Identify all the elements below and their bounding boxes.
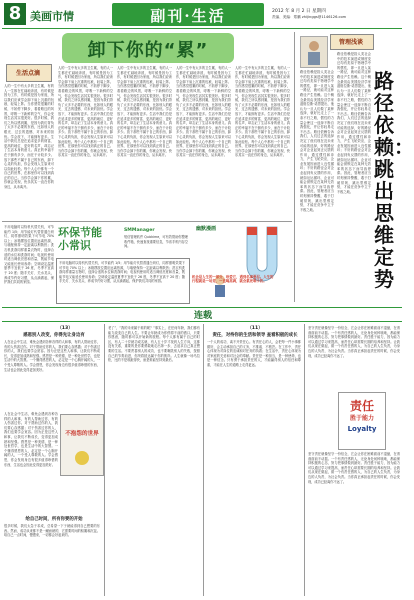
sms-title: SMManager [124,228,155,233]
article-body-col2: 人的一生中有太多的卫生累，有的人一生都在忙碌地奔波，有时候是因为工作，有时候是因为家庭，所以我们应该学会卸下肩上沉重的包袱，轻装上阵。当你感觉很累的时候，不妨停下脚步，看看路边的风景，呼吸一下新鲜的空气，你会发现生活其实很美好。很多时候，我们之所以感到累，是因为我们背负了太多不必要的东西，比如别人的眼光、过去的遗憾、对未来的担忧。学会放下，才能拥有更多。生活中我们总是在追求更多的财富、更高的地位、更好的名声，却忘记了生活本身的意义。真正的幸福不在于拥有多少，而在于计较多少。放下那些不属于自己的东西，卸下心灵的负担，你会发现人生原来可以如此轻松。每个人心中都有一个自己的世界，在那里你可以找到真正的自己。当你学会卸下你的累，你就会发现，快乐其实一直在你的身边，从未离开。 [58,66,113,158]
serial-col1-number: （13） [57,326,73,331]
serial-col2-body-a: 老了”，”我的未来属于谁的呢？”事实上，在任何年龄，我们都有能力改变自己的人生。不要让年龄成为你停滞不前的借口，只要你愿意，随时都可以开始新的旅程。每个人都有属于自己的时区，有人二十岁就功成名就，有人五十岁才找到人生方向，这都没有关系，重要的是你要勇敢地走出第一步，去追求自己真正想要的生活。不要羡慕别人的成功，也不要嘲笑别人的失败，按照自己的节奏前进，你终将抵达属于你的彼岸。人生就像一场马拉松，比的不是谁跑得快，而是谁能坚持到最后。 [108,326,200,363]
book-cover-responsibility [338,392,386,450]
serial-col4-body-top: 坚守责任就像坚守一份信念，它会让你在困难面前不退缩，在诱惑面前不动摇。一个有责任感的人，无论身处何种境地，都能保持积极的心态，努力把事情做到最好。责任胜于能力，因为能力可以通过学习来提高，而责任心却需要长期的培养和坚持。让我们从现在做起，做一个有责任感的人，为自己的人生负责，为身边的人负责，为社会负责。当你真正承担起责任的时候，你会发现，成功已经离你不远了。 [308,326,400,358]
eco-tip-box-body: 不用电脑时以待机代替关机，可节能约 1/5；用节能灯代替普通白炽灯，同样照明效果下可节电 70% 以上；冰箱摆放位置应远离热源，与墙壁保持一定距离以利散热；洗衣机洗涤同样重量衣物时，选择合适的水位和洗涤时间；电视机使用时适当调低亮度和音量，既能节电又能延长使用寿命；空调设定温度夏季不宜低于 26 度，冬季不宜高于 20 度；随手关灯、关水龙头，养成节约好习惯，从点滴做起，保护我们共同的家园。 [59,261,185,284]
book-cover-complaint [60,414,104,476]
cartoon-magnet-icon [192,222,292,302]
serial-col1b-subtitle: 给自己时间，所有你要的开始 [25,517,83,522]
masthead-rule [2,28,402,29]
serial-bottom-rule [2,321,402,322]
article-headline-load: 卸下你的“累” [87,40,209,61]
serial-col1-body: 人在社会中生活，难免会遇到各种各样的人和事，有的人帮助过你，有的人伤害过你。对于帮助过你的人，我们要心存感激；对于伤害过你的人，我们也要学会宽容。因为正是这些人和事，让我们不断成长，变得更加成熟和坚强。感恩是一种美德，是一种处世哲学，也是生活中的大智慧。一个懂得感恩的人，必定是一个心胸开阔的人，一个受人尊敬的人。学会感恩，你会发现身边有很多值得珍惜的东西，生活也会因此变得更加美好。 [4,340,100,372]
serial-divider-1 [104,324,105,596]
serial-col3-body: 一个人的成功，离不开责任心。有责任心的人，会把每一件小事都做好，会主动承担自己的义务，不推诿、不抱怨。在工作中，责任心体现为对岗位的忠诚和对任务的执着；在生活中，责任心体现为对家庭的关爱和对社会的奉献。责任是一种担当，是一种使命，也是一种信念。只有勇于承担责任的人，才能赢得别人的信任和尊重，才能在人生的道路上走得更远。 [207,340,301,367]
serial-divider-2 [203,324,204,596]
masthead-title: 副刊·生活 [150,7,226,25]
sms-body: 短信管理软件 Quickime，可有效帮助你整理收件箱，快速查找重要信息，节省手机内存空间。 [124,235,188,249]
book-cover-art-icon [73,449,91,467]
book2-title-english: Loyalty [347,425,377,433]
book2-title-main: 责任 [349,399,374,413]
section-left-title: 美画市情 [30,10,74,23]
masthead [0,0,404,28]
serial-col1-body-left: 人在社会中生活，难免会遇到各种各样的人和事，有的人帮助过你，有的人伤害过你。对于帮助过你的人，我们要心存感激；对于伤害过你的人，我们也要学会宽容。因为正是这些人和事，让我们不断成长，变得更加成熟和坚强。感恩是一种美德，是一种处世哲学，也是生活中的大智慧。一个懂得感恩的人，必定是一个心胸开阔的人，一个受人尊敬的人。学会感恩，你会发现身边有很多值得珍惜的东西，生活也会因此变得更加美好。 [4,412,58,467]
eco-tip-body: 不用电脑时以待机代替关机，可节能约 1/5；用节能灯代替普通白炽灯，同样照明效果下可节电 70% 以上；冰箱摆放位置应远离热源，与墙壁保持一定距离以利散热；洗衣机洗涤同样重量衣物时，选择合适的水位和洗涤时间；电视机使用时适当调低亮度和音量，既能节电又能延长使用寿命；空调设定温度夏季不宜低于 26 度，冬季不宜高于 20 度；随手关灯、关水龙头，养成节约好习惯，从点滴做起，保护我们共同的家园。 [4,225,54,285]
serial-label: 连载 [193,311,212,321]
eco-headline: 环保节能小常识 [58,226,102,252]
right-headline: 路径依赖：跳出思维定势 [374,69,414,291]
cartoon-panel [192,222,292,302]
editor-info: 责编、美编：郑鹏 zhijinggs@1146126.com [272,15,347,19]
serial-divider-3 [304,324,305,596]
book2-title-sub: 胜于能力 [349,415,374,422]
serial-col3-number: （11） [247,326,263,331]
right-body-col2: 路径依赖是指人类社会中的技术演进或制度变迁均有类似于物理学中的惯性，即一旦进入某一路径，就可能对这种路径产生依赖。这个概念最初由美国经济学家道格拉斯·诺思提出，他认为一旦人们做了某种选择，就好比走上了一条不归之路，惯性的力量会使这一选择不断自我强化，并让你轻易走不出去。路径依赖告诉我们，人们过去的选择决定了他们现在及未来可能的选择，好的路径会对企业起到正反馈的作用，通过惯性和冲力，产生飞轮效应，企业发展因而进入良性循环；不好的路径会对企业起到负反馈的作用，就如厄运循环，企业可能会被锁定在某种无效率的状态下而导致停滞。因此，管理者应当时刻保持警醒，敢于打破常规，跳出思维定势，才能在竞争中立于不败之地。 [337,52,371,194]
kicker-life: 生活点滴 [15,70,40,77]
issue-date: 2012 年 8 月 2 日 星期四 [272,9,326,14]
right-kicker: 管理浅谈 [338,39,363,46]
serial-col3-subtitle: 责任，对待你的生活和领导 查看积极的成长 [212,333,298,338]
serial-col1-subtitle: 感恩别人改变，你得先让身边有 [23,333,85,338]
serial-col1b-body: 很多时候，我们太急于求成，总希望一下子就能得到自己想要的东西。然而，成功从来都不是一蹴而就的，它需要时间的积累和沉淀。给自己一点时间，慢慢来，一切都会好起来的。 [4,524,100,538]
right-body-col1: 路径依赖是指人类社会中的技术演进或制度变迁均有类似于物理学中的惯性，即一旦进入某一路径，就可能对这种路径产生依赖。这个概念最初由美国经济学家道格拉斯·诺思提出，他认为一旦人们做了某种选择，就好比走上了一条不归之路，惯性的力量会使这一选择不断自我强化，并让你轻易走不出去。路径依赖告诉我们，人们过去的选择决定了他们现在及未来可能的选择，好的路径会对企业起到正反馈的作用，通过惯性和冲力，产生飞轮效应，企业发展因而进入良性循环；不好的路径会对企业起到负反馈的作用，就如厄运循环，企业可能会被锁定在某种无效率的状态下而导致停滞。因此，管理者应当时刻保持警醒，敢于打破常规，跳出思维定势，才能在竞争中立于不败之地。 [300,70,334,212]
cartoon-caption: 机会是人生的一部分，珍爱它，遇到名事要忍。人生的行程就是一场竞，一直喝高调，就会累死唱卡的。 [192,275,274,284]
article-body-col3: 人的一生中有太多的卫生累，有的人一生都在忙碌地奔波，有时候是因为工作，有时候是因为家庭，所以我们应该学会卸下肩上沉重的包袱，轻装上阵。当你感觉很累的时候，不妨停下脚步，看看路边的风景，呼吸一下新鲜的空气，你会发现生活其实很美好。很多时候，我们之所以感到累，是因为我们背负了太多不必要的东西，比如别人的眼光、过去的遗憾、对未来的担忧。学会放下，才能拥有更多。生活中我们总是在追求更多的财富、更高的地位、更好的名声，却忘记了生活本身的意义。真正的幸福不在于拥有多少，而在于计较多少。放下那些不属于自己的东西，卸下心灵的负担，你会发现人生原来可以如此轻松。每个人心中都有一个自己的世界，在那里你可以找到真正的自己。当你学会卸下你的累，你就会发现，快乐其实一直在你的身边，从未离开。 [117,66,172,158]
serial-col4-body-bottom: 坚守责任就像坚守一份信念，它会让你在困难面前不退缩，在诱惑面前不动摇。一个有责任感的人，无论身处何种境地，都能保持积极的心态，努力把事情做到最好。责任胜于能力，因为能力可以通过学习来提高，而责任心却需要长期的培养和坚持。让我们从现在做起，做一个有责任感的人，为自己的人生负责，为身边的人负责，为社会负责。当你真正承担起责任的时候，你会发现，成功已经离你不远了。 [308,452,400,484]
book-cover-title: 不抱怨的世界 [65,431,99,437]
photo-illustration [300,36,328,68]
column-divider [294,32,295,302]
article-body-col1: 人的一生中有太多的卫生累，有的人一生都在忙碌地奔波，有时候是因为工作，有时候是因为家庭，所以我们应该学会卸下肩上沉重的包袱，轻装上阵。当你感觉很累的时候，不妨停下脚步，看看路边的风景，呼吸一下新鲜的空气，你会发现生活其实很美好。很多时候，我们之所以感到累，是因为我们背负了太多不必要的东西，比如别人的眼光、过去的遗憾、对未来的担忧。学会放下，才能拥有更多。生活中我们总是在追求更多的财富、更高的地位、更好的名声，却忘记了生活本身的意义。真正的幸福不在于拥有多少，而在于计较多少。放下那些不属于自己的东西，卸下心灵的负担，你会发现人生原来可以如此轻松。每个人心中都有一个自己的世界，在那里你可以找到真正的自己。当你学会卸下你的累，你就会发现，快乐其实一直在你的身边，从未离开。 [4,84,54,190]
article-body-col5: 人的一生中有太多的卫生累，有的人一生都在忙碌地奔波，有时候是因为工作，有时候是因为家庭，所以我们应该学会卸下肩上沉重的包袱，轻装上阵。当你感觉很累的时候，不妨停下脚步，看看路边的风景，呼吸一下新鲜的空气，你会发现生活其实很美好。很多时候，我们之所以感到累，是因为我们背负了太多不必要的东西，比如别人的眼光、过去的遗憾、对未来的担忧。学会放下，才能拥有更多。生活中我们总是在追求更多的财富、更高的地位、更好的名声，却忘记了生活本身的意义。真正的幸福不在于拥有多少，而在于计较多少。放下那些不属于自己的东西，卸下心灵的负担，你会发现人生原来可以如此轻松。每个人心中都有一个自己的世界，在那里你可以找到真正的自己。当你学会卸下你的累，你就会发现，快乐其实一直在你的身边，从未离开。 [235,66,290,158]
person-illustration-icon [301,37,327,67]
cartoon-title: 幽默漫画 [196,226,217,232]
article-body-col4: 人的一生中有太多的卫生累，有的人一生都在忙碌地奔波，有时候是因为工作，有时候是因为家庭，所以我们应该学会卸下肩上沉重的包袱，轻装上阵。当你感觉很累的时候，不妨停下脚步，看看路边的风景，呼吸一下新鲜的空气，你会发现生活其实很美好。很多时候，我们之所以感到累，是因为我们背负了太多不必要的东西，比如别人的眼光、过去的遗憾、对未来的担忧。学会放下，才能拥有更多。生活中我们总是在追求更多的财富、更高的地位、更好的名声，却忘记了生活本身的意义。真正的幸福不在于拥有多少，而在于计较多少。放下那些不属于自己的东西，卸下心灵的负担，你会发现人生原来可以如此轻松。每个人心中都有一个自己的世界，在那里你可以找到真正的自己。当你学会卸下你的累，你就会发现，快乐其实一直在你的身边，从未离开。 [176,66,231,158]
page-number: 8 [4,3,26,25]
